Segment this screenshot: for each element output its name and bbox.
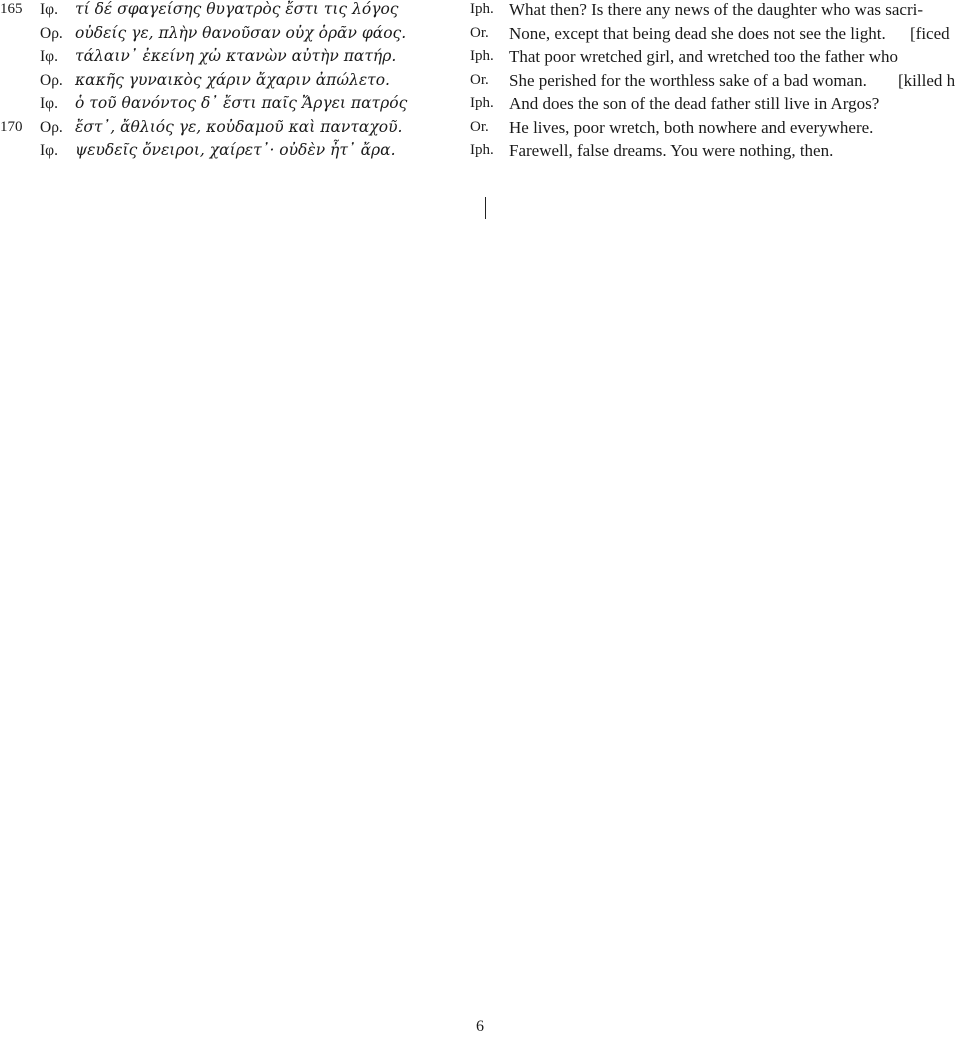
english-translation-column xyxy=(470,0,960,163)
translation-text: None, except that being dead she does not see the light. xyxy=(509,23,886,43)
greek-verse: ψευδεῖς ὄνειροι, χαίρετ᾽· οὐδὲν ἦτ᾽ ἄρα. xyxy=(75,141,396,159)
greek-line xyxy=(0,45,430,69)
speaker-label: Ιφ. xyxy=(40,48,58,65)
translation-text: That poor wretched girl, and wretched too the father who xyxy=(509,47,898,66)
translation-line xyxy=(470,116,960,140)
translation-line xyxy=(470,139,960,163)
speaker-label: Or. xyxy=(470,24,489,41)
translation-line xyxy=(470,0,960,22)
greek-verse: οὐδείς γε, πλὴν θανοῦσαν οὐχ ὁρᾶν φάος. xyxy=(75,23,407,42)
speaker-label: Iph. xyxy=(470,1,494,17)
speaker-label: Ορ. xyxy=(40,71,63,89)
greek-verse: κακῆς γυναικὸς χάριν ἄχαριν ἀπώλετο. xyxy=(75,70,390,89)
speaker-label: Or. xyxy=(470,71,489,88)
greek-verse: τάλαιν᾽ ἐκείνη χὠ κτανὼν αὐτὴν πατήρ. xyxy=(75,47,397,65)
greek-line xyxy=(0,92,430,116)
greek-verse: ὁ τοῦ θανόντος δ᾽ ἔστι παῖς Ἄργει πατρός xyxy=(75,94,408,112)
greek-text-column xyxy=(0,0,430,163)
speaker-label: Iph. xyxy=(470,48,494,64)
speaker-label: Ιφ. xyxy=(40,1,58,18)
translation-line xyxy=(470,92,960,116)
greek-line xyxy=(0,0,430,22)
greek-line xyxy=(0,22,430,46)
translation-line xyxy=(470,69,960,93)
greek-line xyxy=(0,116,430,140)
translation-text: And does the son of the dead father still live in Argos? xyxy=(509,94,880,113)
greek-line xyxy=(0,69,430,93)
greek-verse: ἔστ᾽, ἄθλιός γε, κοὐδαμοῦ καὶ πανταχοῦ. xyxy=(75,117,403,136)
translation-text: She perished for the worthless sake of a bad woman. xyxy=(509,70,867,90)
translation-text: He lives, poor wretch, both nowhere and everywhere. xyxy=(509,117,874,137)
translation-line xyxy=(470,22,960,46)
line-number: 170 xyxy=(0,118,23,135)
speaker-label: Ορ. xyxy=(40,24,63,42)
page-number: 6 xyxy=(476,1018,484,1035)
speaker-label: Or. xyxy=(470,118,489,135)
speaker-label: Iph. xyxy=(470,95,494,111)
line-number: 165 xyxy=(0,1,23,17)
translation-line xyxy=(470,45,960,69)
speaker-label: Ιφ. xyxy=(40,95,58,112)
greek-line xyxy=(0,139,430,163)
text-cursor[interactable] xyxy=(485,197,486,219)
greek-verse: τί δέ σφαγείσης θυγατρὸς ἔστι τις λόγος xyxy=(75,0,399,18)
speaker-label: Iph. xyxy=(470,142,494,158)
translation-text: What then? Is there any news of the daughter who was sacri- xyxy=(509,0,923,19)
speaker-label: Ιφ. xyxy=(40,142,58,159)
translation-text: Farewell, false dreams. You were nothing, then. xyxy=(509,141,834,160)
overflow-gloss: [ficed xyxy=(910,23,950,43)
speaker-label: Ορ. xyxy=(40,118,63,136)
overflow-gloss: [killed h xyxy=(898,70,956,90)
